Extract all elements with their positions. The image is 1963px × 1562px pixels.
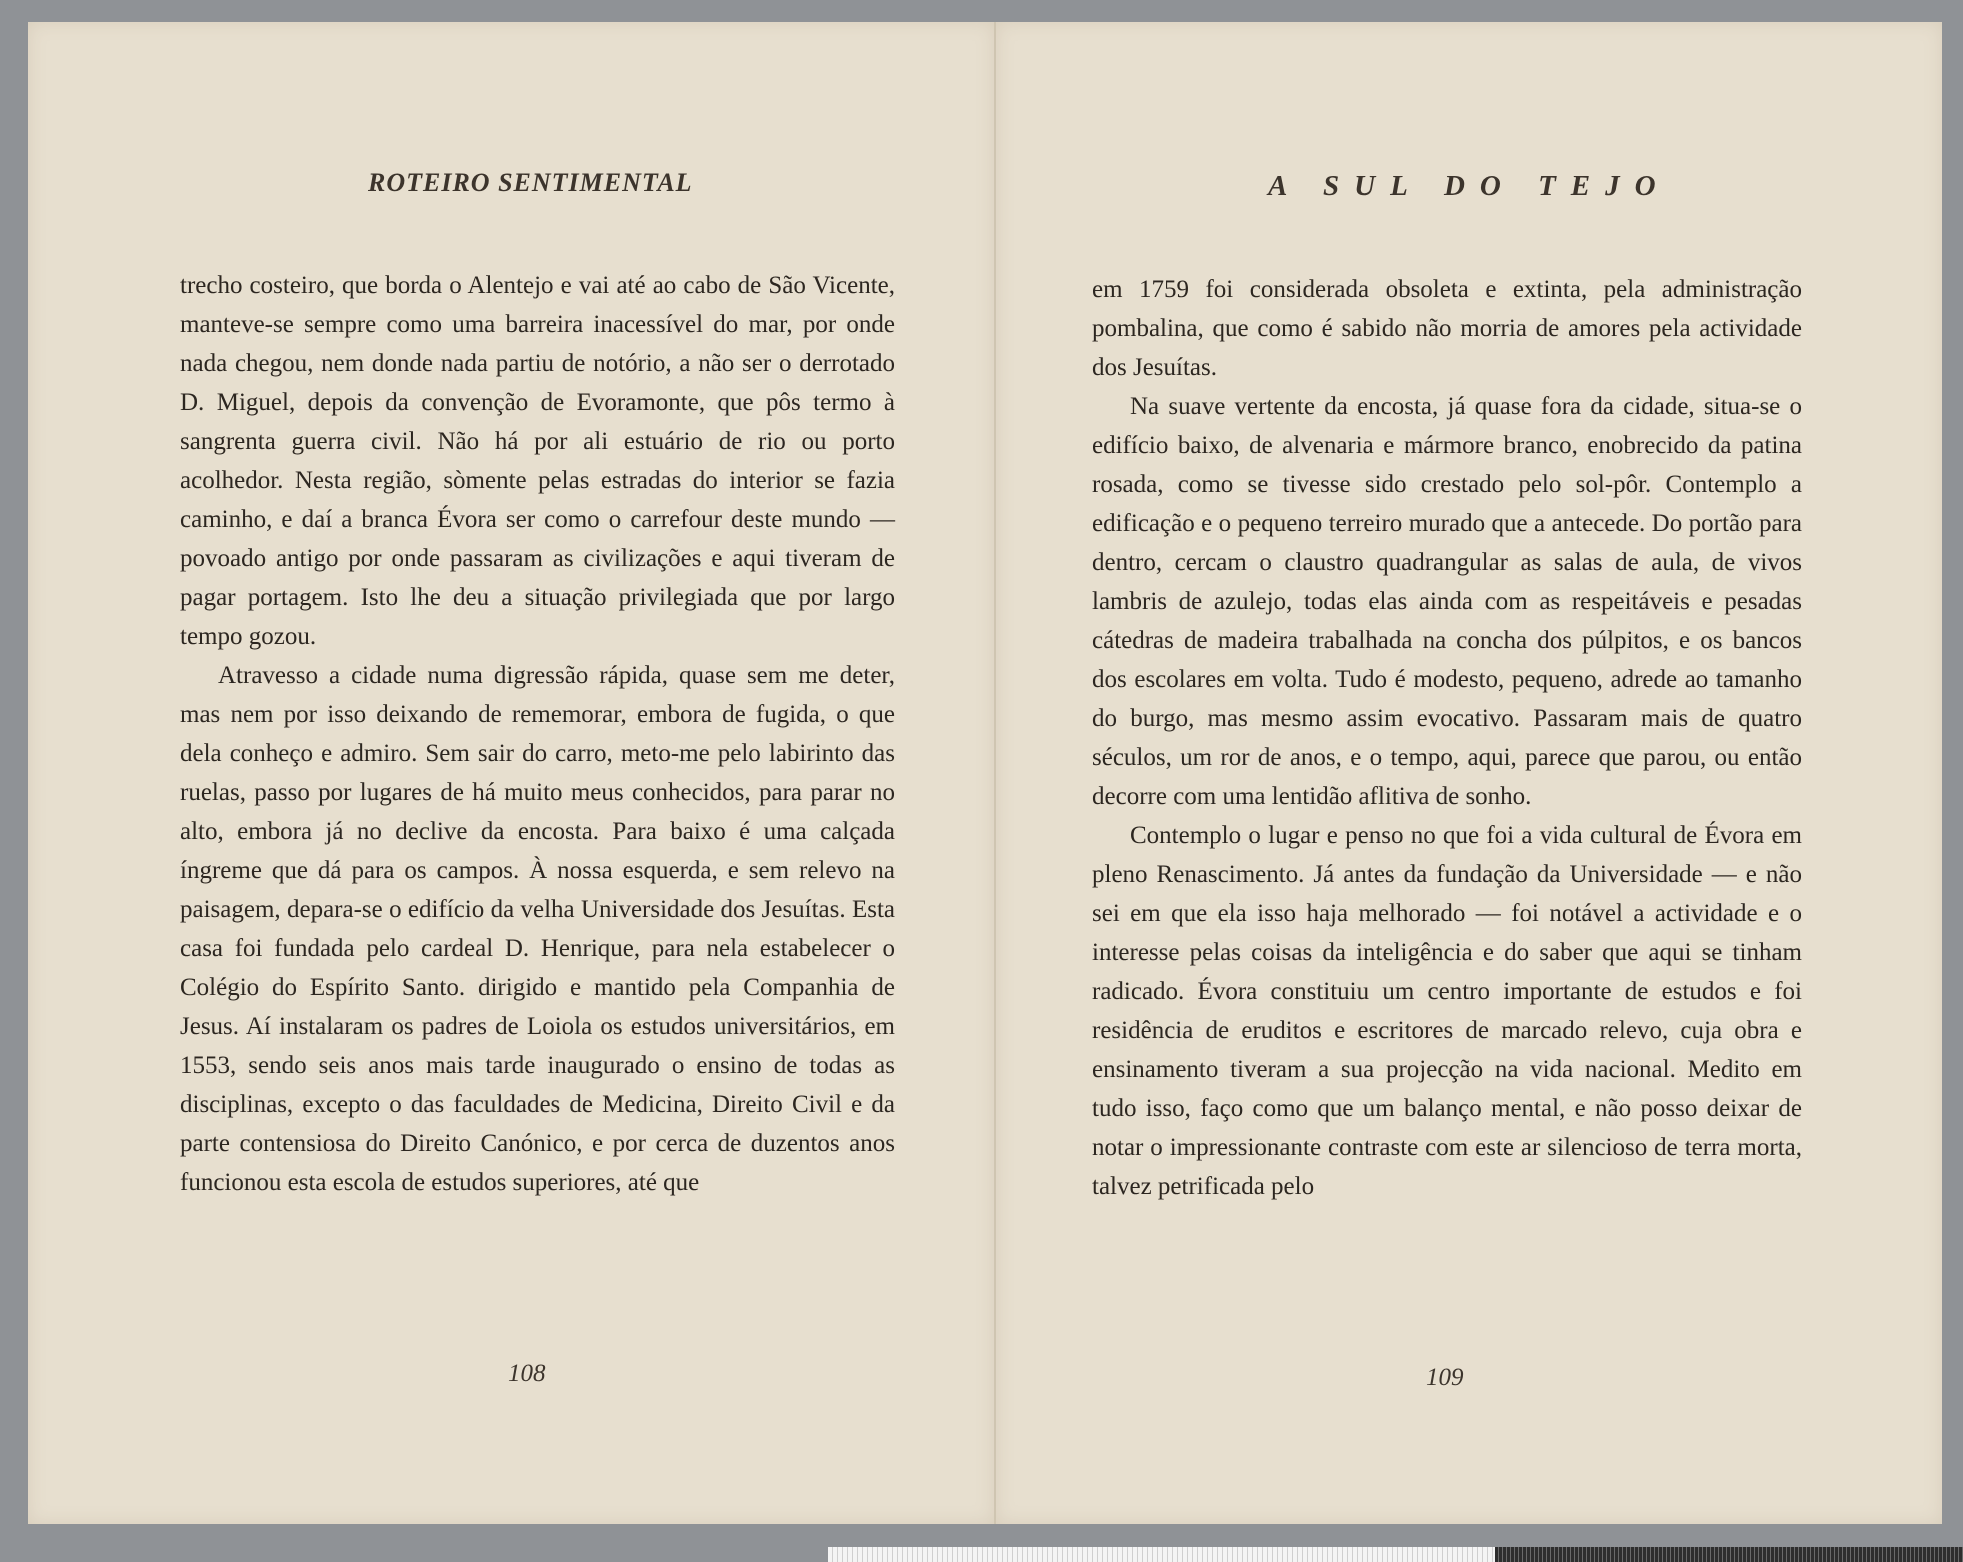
scale-ruler-dark-segment	[1495, 1547, 1963, 1562]
right-page	[996, 22, 1942, 1524]
right-page-body	[1092, 270, 1802, 1206]
paragraph: em 1759 foi considerada obsoleta e extinta, pela administração pombalina, que como é sabido não morria de amores pela actividade dos Jesuítas.	[1092, 276, 1802, 381]
left-page-body	[180, 266, 895, 1202]
page-number-right: 109	[1426, 1364, 1464, 1391]
running-head-right: A SUL DO TEJO	[1268, 170, 1671, 202]
paragraph: Na suave vertente da encosta, já quase fora da cidade, situa-se o edifício baixo, de alvenaria e mármore branco, enobrecido da patina rosada, como se tivesse sido crestado pelo sol-pôr. Contemplo a edificação e o pequeno terreiro murado que a antecede. Do portão para dentro, cercam o claustro quadrangular as salas de aula, de vivos lambris de azulejo, todas elas ainda com as respeitáveis e pesadas cátedras de madeira trabalhada na concha dos púlpitos, e os bancos dos escolares em volta. Tudo é modesto, pequeno, adrede ao tamanho do burgo, mas mesmo assim evocativo. Passaram mais de quatro séculos, um ror de anos, e o tempo, aqui, parece que parou, ou então decorre com uma lentidão aflitiva de sonho.	[1092, 393, 1802, 810]
paragraph: trecho costeiro, que borda o Alentejo e vai até ao cabo de São Vicente, manteve-se sempre como uma barreira inacessível do mar, por onde nada chegou, nem donde nada partiu de notório, a não ser o derrotado D. Miguel, depois da convenção de Evoramonte, que pôs termo à sangrenta guerra civil. Não há por ali estuário de rio ou porto acolhedor. Nesta região, sòmente pelas estradas do interior se fazia caminho, e daí a branca Évora ser como o carrefour deste mundo — povoado antigo por onde passaram as civilizações e aqui tiveram de pagar portagem. Isto lhe deu a situação privilegiada que por largo tempo gozou.	[180, 272, 895, 650]
paragraph: Contemplo o lugar e penso no que foi a vida cultural de Évora em pleno Renascimento. Já antes da fundação da Universidade — e não sei em que ela isso haja melhorado — foi notável a actividade e o interesse pelas coisas da inteligência e do saber que aqui se tinham radicado. Évora constituiu um centro importante de estudos e foi residência de eruditos e escritores de marcado relevo, cuja obra e ensinamento tiveram a sua projecção na vida nacional. Medito em tudo isso, faço como que um balanço mental, e não posso deixar de notar o impressionante contraste com este ar silencioso de terra morta, talvez petrificada pelo	[1092, 822, 1802, 1200]
left-page	[28, 22, 996, 1524]
paragraph: Atravesso a cidade numa digressão rápida, quase sem me deter, mas nem por isso deixando de rememorar, embora de fugida, o que dela conheço e admiro. Sem sair do carro, meto-me pelo labirinto das ruelas, passo por lugares de há muito meus conhecidos, para parar no alto, embora já no declive da encosta. Para baixo é uma calçada íngreme que dá para os campos. À nossa esquerda, e sem relevo na paisagem, depara-se o edifício da velha Universidade dos Jesuítas. Esta casa foi fundada pelo cardeal D. Henrique, para nela estabelecer o Colégio do Espírito Santo. dirigido e mantido pela Companhia de Jesus. Aí instalaram os padres de Loiola os estudos universitários, em 1553, sendo seis anos mais tarde inaugurado o ensino de todas as disciplinas, excepto o das faculdades de Medicina, Direito Civil e da parte contensiosa do Direito Canónico, e por cerca de duzentos anos funcionou esta escola de estudos superiores, até que	[180, 662, 895, 1196]
page-number-left: 108	[508, 1360, 546, 1387]
running-head-left: ROTEIRO SENTIMENTAL	[368, 168, 693, 197]
